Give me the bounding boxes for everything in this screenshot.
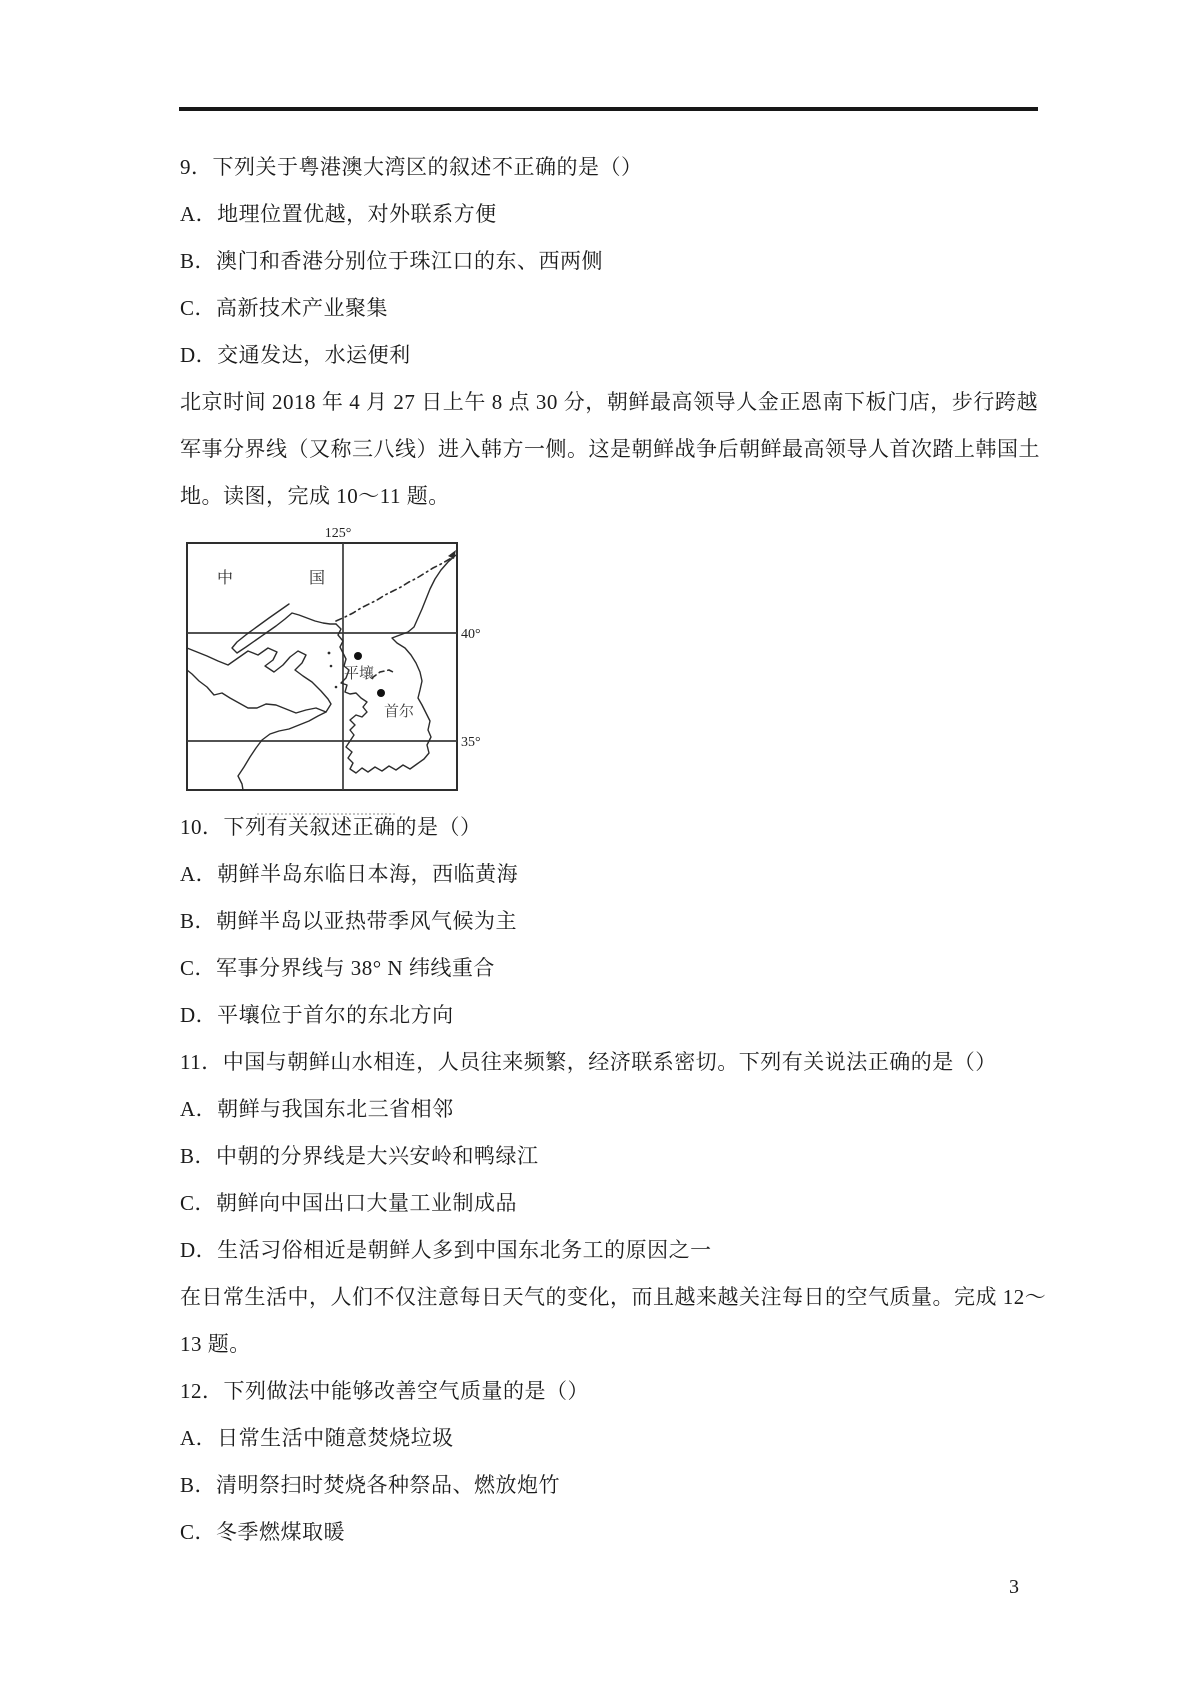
korea-map bbox=[180, 520, 492, 800]
china-label-second-char: 国 bbox=[308, 570, 326, 587]
korea-intro-line-3: 地。读图，完成 10～11 题。 bbox=[180, 484, 450, 508]
korea-map-figure bbox=[180, 520, 500, 804]
question-10-option-a: A．朝鲜半岛东临日本海，西临黄海 bbox=[180, 862, 519, 886]
korea-intro-line-2: 军事分界线（又称三八线）进入韩方一侧。这是朝鲜战争后朝鲜最高领导人首次踏上韩国土 bbox=[180, 437, 1040, 461]
question-9-option-a: A．地理位置优越，对外联系方便 bbox=[180, 202, 497, 226]
question-11-option-d: D．生活习俗相近是朝鲜人多到中国东北务工的原因之一 bbox=[180, 1238, 712, 1262]
island-dot bbox=[330, 665, 333, 668]
question-9-option-b: B．澳门和香港分别位于珠江口的东、西两侧 bbox=[180, 249, 604, 273]
question-12-stem: 12．下列做法中能够改善空气质量的是（） bbox=[180, 1379, 589, 1403]
question-9-option-c: C．高新技术产业聚集 bbox=[180, 296, 389, 320]
page-number: 3 bbox=[1009, 1576, 1019, 1598]
latitude-40-label: 40° bbox=[461, 627, 481, 642]
island-dot bbox=[328, 652, 331, 655]
china-label-first-char: 中 bbox=[216, 570, 234, 587]
seoul-label: 首尔 bbox=[383, 704, 415, 720]
longitude-125-label: 125° bbox=[324, 526, 352, 541]
seoul-dot bbox=[377, 689, 385, 697]
pyongyang-dot bbox=[354, 652, 362, 660]
header-rule bbox=[179, 107, 1038, 111]
question-11-option-a: A．朝鲜与我国东北三省相邻 bbox=[180, 1097, 454, 1121]
question-10-option-c: C．军事分界线与 38° N 纬线重合 bbox=[180, 956, 495, 980]
question-11-option-b: B．中朝的分界线是大兴安岭和鸭绿江 bbox=[180, 1144, 539, 1168]
korea-intro-line-1: 北京时间 2018 年 4 月 27 日上午 8 点 30 分，朝鲜最高领导人金正恩南下板门店，步行跨越 bbox=[180, 390, 1038, 414]
question-12-option-a: A．日常生活中随意焚烧垃圾 bbox=[180, 1426, 454, 1450]
military-demarcation-line bbox=[372, 670, 395, 678]
question-9-stem: 9．下列关于粤港澳大湾区的叙述不正确的是（） bbox=[180, 155, 643, 179]
shandong-south-shore bbox=[187, 670, 326, 713]
question-10-option-b: B．朝鲜半岛以亚热带季风气候为主 bbox=[180, 909, 518, 933]
island-dot bbox=[335, 686, 338, 689]
air-intro-line-1: 在日常生活中，人们不仅注意每日天气的变化，而且越来越关注每日的空气质量。完成 12～ bbox=[180, 1285, 1047, 1309]
question-10-stem: 10．下列有关叙述正确的是（） bbox=[180, 815, 482, 839]
pyongyang-label: 平壤 bbox=[343, 666, 375, 682]
air-intro-line-2: 13 题。 bbox=[180, 1332, 251, 1356]
question-10-option-d: D．平壤位于首尔的东北方向 bbox=[180, 1003, 454, 1027]
liaodong-coastline bbox=[232, 604, 336, 653]
question-12-option-c: C．冬季燃煤取暖 bbox=[180, 1520, 346, 1544]
question-12-option-b: B．清明祭扫时焚烧各种祭品、燃放炮竹 bbox=[180, 1473, 561, 1497]
china-shandong-coastline bbox=[187, 648, 331, 790]
northeast-corner-mark bbox=[448, 550, 456, 559]
question-11-option-c: C．朝鲜向中国出口大量工业制成品 bbox=[180, 1191, 518, 1215]
china-korea-border-line bbox=[336, 557, 453, 621]
latitude-35-label: 35° bbox=[461, 735, 481, 750]
question-9-option-d: D．交通发达，水运便利 bbox=[180, 343, 411, 367]
question-11-stem: 11．中国与朝鲜山水相连，人员往来频繁，经济联系密切。下列有关说法正确的是（） bbox=[180, 1050, 997, 1074]
